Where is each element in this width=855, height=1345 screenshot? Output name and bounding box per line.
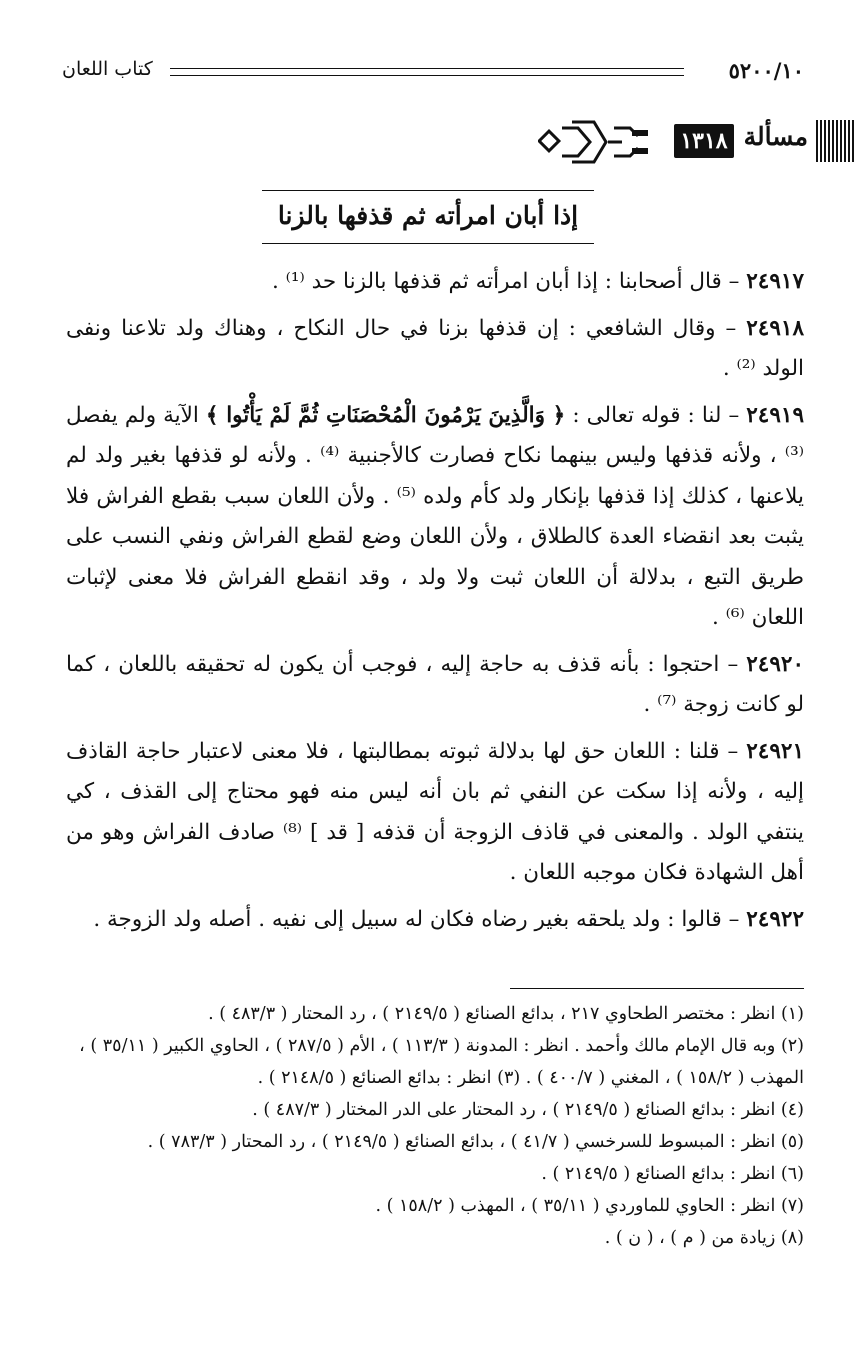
paragraph-number: ٢٤٩٢١ [746,738,804,764]
paragraph-number: ٢٤٩٢٢ [746,906,804,932]
running-header [62,58,804,88]
footnote-8: (٨) زيادة من ( م ) ، ( ن ) . [604,1228,804,1248]
paragraph-24922 [66,900,804,941]
masala-label: مسألة [743,122,808,151]
footnote-4: (٤) انظر : بدائع الصنائع ( ٢١٤٩/٥ ) ، رد المحتار على الدر المختار ( ٤٨٧/٣ ) . [252,1100,804,1120]
paragraph-number: ٢٤٩١٩ [746,402,804,428]
paragraph-24919 [66,396,804,639]
paragraph-text: – قالوا : ولد يلحقه بغير رضاه فكان له سبيل إلى نفيه . أصله ولد الزوجة . [93,906,747,932]
footnote-2-cont-3: المهذب ( ١٥٨/٢ ) ، المغني ( ٤٠٠/٧ ) . (٣) انظر : بدائع الصنائع ( ٢١٤٨/٥ ) . [257,1068,804,1088]
masala-number: ١٣١٨ [674,124,734,158]
decorative-knot-ornament [538,118,650,166]
paragraph-text: – احتجوا : بأنه قذف به حاجة إليه ، فوجب أن يكون له تحقيقه باللعان ، كما لو كانت زوجة ⁽⁷⁾ . [66,651,804,717]
footnote-separator [510,988,804,989]
paragraph-24921 [66,732,804,894]
book-title: كتاب اللعان [62,58,153,80]
paragraph-24918 [66,309,804,390]
banner-bars-ornament [816,120,855,162]
paragraph-24920 [66,645,804,726]
paragraph-number: ٢٤٩٢٠ [746,651,804,677]
title-frame [262,190,594,244]
paragraph-text: – قلنا : اللعان حق لها بدلالة ثبوته بمطالبتها ، فلا معنى لاعتبار حاجة القاذف إليه ، ولأنه إذا سكت عن النفي ثم بان أنه ليس منه فهو محتاج إلى القذف ، كي ينتفي الولد . والمعنى في قاذف الزوجة أن قذفه [ قد ] ⁽⁸⁾ صادف الفراش وهو من أهل الشهادة فكان موجبه اللعان . [66,738,804,885]
body-text [66,262,804,946]
page-title: إذا أبان امرأته ثم قذفها بالزنا [277,201,579,230]
footnote-6: (٦) انظر : بدائع الصنائع ( ٢١٤٩/٥ ) . [541,1164,804,1184]
footnote-7: (٧) انظر : الحاوي للماوردي ( ٣٥/١١ ) ، المهذب ( ١٥٨/٢ ) . [375,1196,804,1216]
masala-banner [530,118,855,166]
quran-verse: ﴿ وَالَّذِينَ يَرْمُونَ الْمُحْصَنَاتِ ثُمَّ لَمْ يَأْتُوا ﴾ [205,402,566,428]
footnote-1: (١) انظر : مختصر الطحاوي ٢١٧ ، بدائع الصنائع ( ٢١٤٩/٥ ) ، رد المحتار ( ٤٨٣/٣ ) . [208,1004,804,1024]
paragraph-24917 [66,262,804,303]
paragraph-text: – وقال الشافعي : إن قذفها بزنا في حال النكاح ، وهناك ولد تلاعنا ونفى الولد ⁽²⁾ . [66,315,804,381]
footnote-5: (٥) انظر : المبسوط للسرخسي ( ٤١/٧ ) ، بدائع الصنائع ( ٢١٤٩/٥ ) ، رد المحتار ( ٧٨٣/٣ ) . [147,1132,804,1152]
page-reference: ٥٢٠٠/١٠ [728,58,804,83]
footnote-2: (٢) وبه قال الإمام مالك وأحمد . انظر : المدونة ( ١١٣/٣ ) ، الأم ( ٢٨٧/٥ ) ، الحاوي الكبير ( ٣٥/١١ ) ، [79,1036,804,1056]
paragraph-text: الآية ولم يفصل ⁽³⁾ ، ولأنه قذفها وليس بينهما نكاح فصارت كالأجنبية ⁽⁴⁾ . ولأنه لو قذفها بغير ولد لم يلاعنها ، كذلك إذا قذفها بإنكار ولد كأم ولده ⁽⁵⁾ . ولأن اللعان سبب بقطع الفراش فلا يثبت بعد انقضاء العدة كالطلاق ، ولأن اللعان وضع لقطع الفراش ونفي النسب على طريق التبع ، بدلالة أن اللعان ثبت ولا ولد ، وقد انقطع الفراش فلا معنى لإثبات اللعان ⁽⁶⁾ . [66,402,804,630]
header-rule [170,68,684,76]
paragraph-number: ٢٤٩١٨ [746,315,804,341]
paragraph-number: ٢٤٩١٧ [746,269,804,294]
footnotes [66,998,804,1254]
paragraph-lead: – لنا : قوله تعالى : [565,402,747,428]
paragraph-text: – قال أصحابنا : إذا أبان امرأته ثم قذفها بالزنا حد ⁽¹⁾ . [271,269,747,294]
